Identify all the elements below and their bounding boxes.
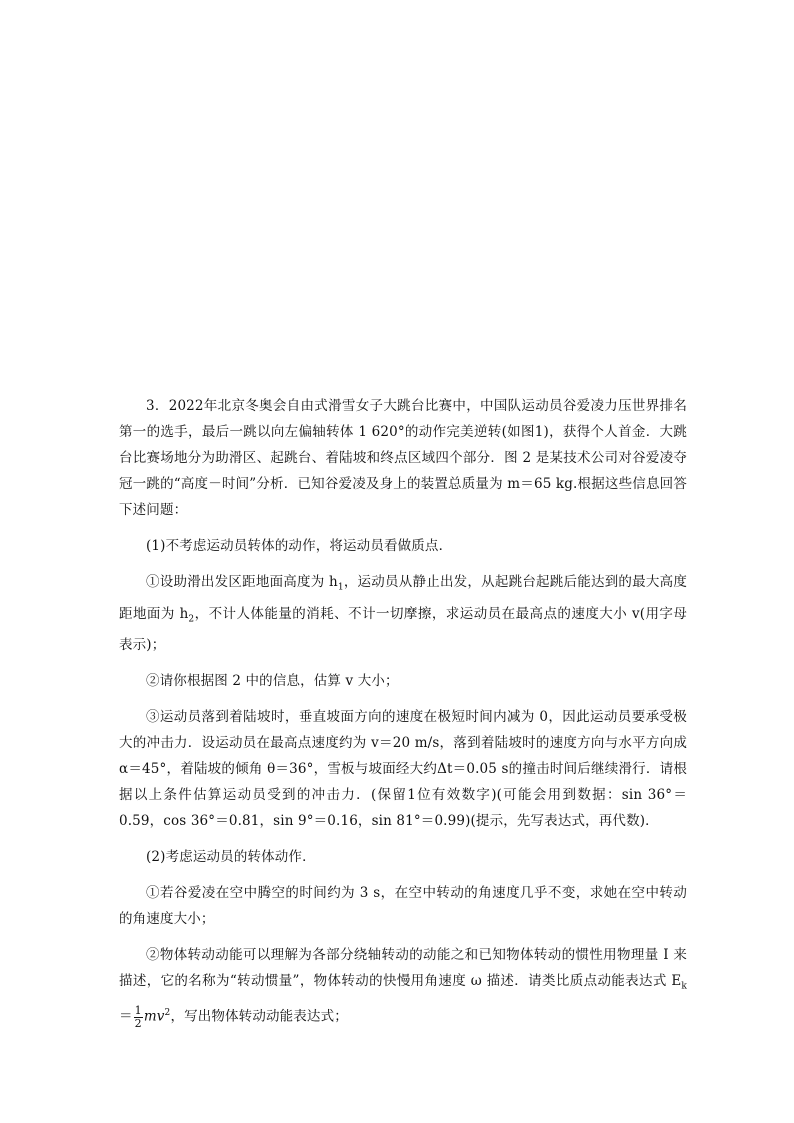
one-half-fraction: $\frac{1}{2}$ <box>134 1003 142 1030</box>
part2-question-2: ②物体转动动能可以理解为各部分绕轴转动的动能之和已知物体转动的惯性用物理量 I 来描述，它的名称为“转动惯量”，物体转动的快慢用角速度 ω 描述．请类比质点动能表达式 $E_k=$ $\frac{1}{2}$ $mv^2$，写出物体转动动能表达式； <box>119 947 687 1030</box>
part2-title: (2)考虑运动员的转体动作． <box>146 849 316 866</box>
part2-question-1: ①若谷爱凌在空中腾空的时间约为 3 s，在空中转动的角速度几乎不变，求她在空中转动的角速度大小； <box>119 885 687 928</box>
part1-question-3: ③运动员落到着陆坡时，垂直坡面方向的速度在极短时间内减为 0，因此运动员要承受极大的冲击力．设运动员在最高点速度约为 v＝20 m/s，落到着陆坡时的速度方向与水平方向成α＝45°，着陆坡的倾角 θ＝36°，雪板与坡面经大约Δt＝0.05 s的撞击时间后继续滑行．请根据以上条件估算运动员受到的冲击力．(保留1位有效数字)(可能会用到数据：sin 36°＝0.59，cos 36°＝0.81，sin 9°＝0.16，sin 81°＝0.99)(提示，先写表达式，再代数)． <box>119 709 687 830</box>
part1-question-1: ①设助滑出发区距地面高度为 $h_1$，运动员从静止出发，从起跳台起跳后能达到的最大高度距地面为 $h_2$，不计人体能量的消耗、不计一切摩擦，求运动员在最高点的速度大小 v(用字母表示)； <box>119 574 688 654</box>
problem-text <box>119 393 687 1040</box>
problem-intro <box>119 393 687 523</box>
intro-text: 3．2022年北京冬奥会自由式滑雪女子大跳台比赛中，中国队运动员谷爱凌力压世界排名第一的选手，最后一跳以向左偏轴转体 1 620°的动作完美逆转(如图1)，获得个人首金．大跳台比赛场地分为助滑区、起跳台、着陆坡和终点区域四个部分．图 2 是某技术公司对谷爱凌夺冠一跳的“高度－时间”分析．已知谷爱凌及身上的装置总质量为 m＝65 kg.根据这些信息回答下述问题： <box>119 398 687 518</box>
part1-question-2: ②请你根据图 2 中的信息，估算 v 大小； <box>146 673 399 690</box>
part1-title: (1)不考虑运动员转体的动作，将运动员看做质点． <box>146 538 453 554</box>
